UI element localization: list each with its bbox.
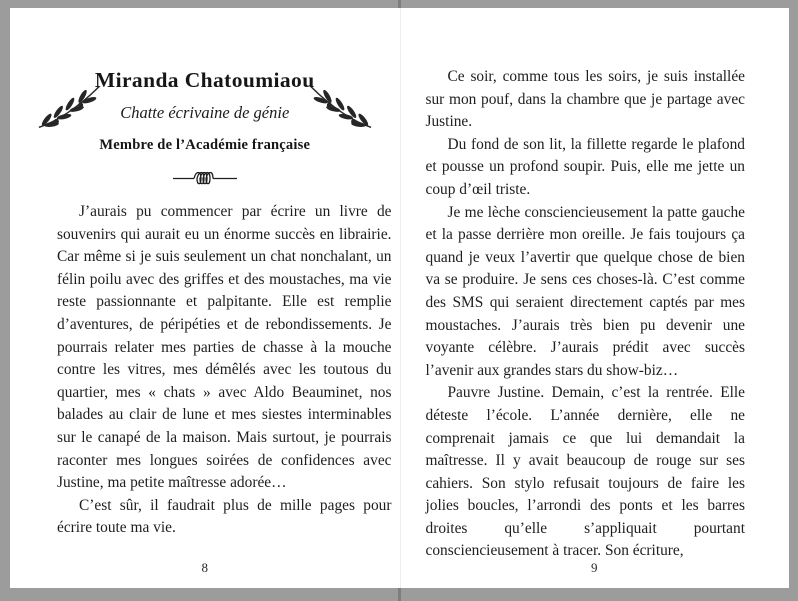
chapter-title: Miranda Chatoumiaou bbox=[94, 68, 315, 92]
binding-mark-bottom bbox=[398, 588, 401, 601]
coil-divider-icon bbox=[10, 169, 400, 187]
right-page-body bbox=[426, 66, 746, 563]
binding-mark-top bbox=[398, 0, 401, 8]
book-spread bbox=[10, 8, 789, 588]
paragraph: Ce soir, comme tous les soirs, je suis installée sur mon pouf, dans la chambre que je partage avec Justine. bbox=[425, 68, 745, 131]
chapter-membership-line: Membre de l’Académie française bbox=[99, 137, 311, 153]
left-page-body bbox=[57, 201, 392, 540]
page-number-right: 9 bbox=[591, 560, 598, 575]
left-page bbox=[10, 8, 400, 588]
paragraph: Du fond de son lit, la fillette regarde le plafond et pousse un profond soupir. Puis, elle me jette un coup d’œil triste. bbox=[425, 135, 745, 198]
laurel-branch-right-icon bbox=[309, 81, 373, 133]
chapter-heading bbox=[10, 68, 400, 154]
paragraph: Pauvre Justine. Demain, c’est la rentrée. Elle déteste l’école. L’année dernière, elle ne comprenait jamais ce que lui demandait la maîtresse. Il y avait beaucoup de rouge sur ses cahiers. Son stylo refusait toujours de faire les jolies boucles, l’arrondi des ponts et les barres droites qu’elle s’appliquait pourtant consciencieusement à tracer. Son écriture, bbox=[425, 384, 745, 560]
chapter-subtitle: Chatte écrivaine de génie bbox=[120, 103, 290, 122]
paragraph: C’est sûr, il faudrait plus de mille pages pour écrire toute ma vie. bbox=[57, 496, 392, 537]
paragraph: Je me lèche consciencieusement la patte gauche et la passe derrière mon oreille. Je fais toujours ça quand je veux l’avertir que quelque chose de bien va se produire. Je sens ces choses-là. C’est comme des SMS qui seraient directement captés par mes moustaches. J’aurais très bien pu devenir une voyante célèbre. J’aurais prédit avec succès l’avenir aux grandes stars du show-biz… bbox=[425, 203, 745, 379]
paragraph: J’aurais pu commencer par écrire un livre de souvenirs qui aurait eu un énorme succès en librairie. Car même si je suis seulement un chat nonchalant, un félin poilu avec des griffes et des moustaches, ma vie reste passionnante et palpitante. Elle est remplie d’aventures, de péripéties et de rebondissements. Je pourrais relater mes parties de chasse à la mouche contre les vitres, mes démêlés avec les toutous du quartier, mes « chats » avec Aldo Beauminet, nos balades au clair de lune et mes siestes interminables sur le canapé de la maison. Mais surtout, je pourrais raconter mes longues soirées de confidences avec Justine, ma petite maîtresse adorée… bbox=[57, 203, 392, 492]
right-page bbox=[400, 8, 790, 588]
page-number-left: 8 bbox=[201, 560, 208, 575]
laurel-branch-left-icon bbox=[37, 81, 101, 133]
